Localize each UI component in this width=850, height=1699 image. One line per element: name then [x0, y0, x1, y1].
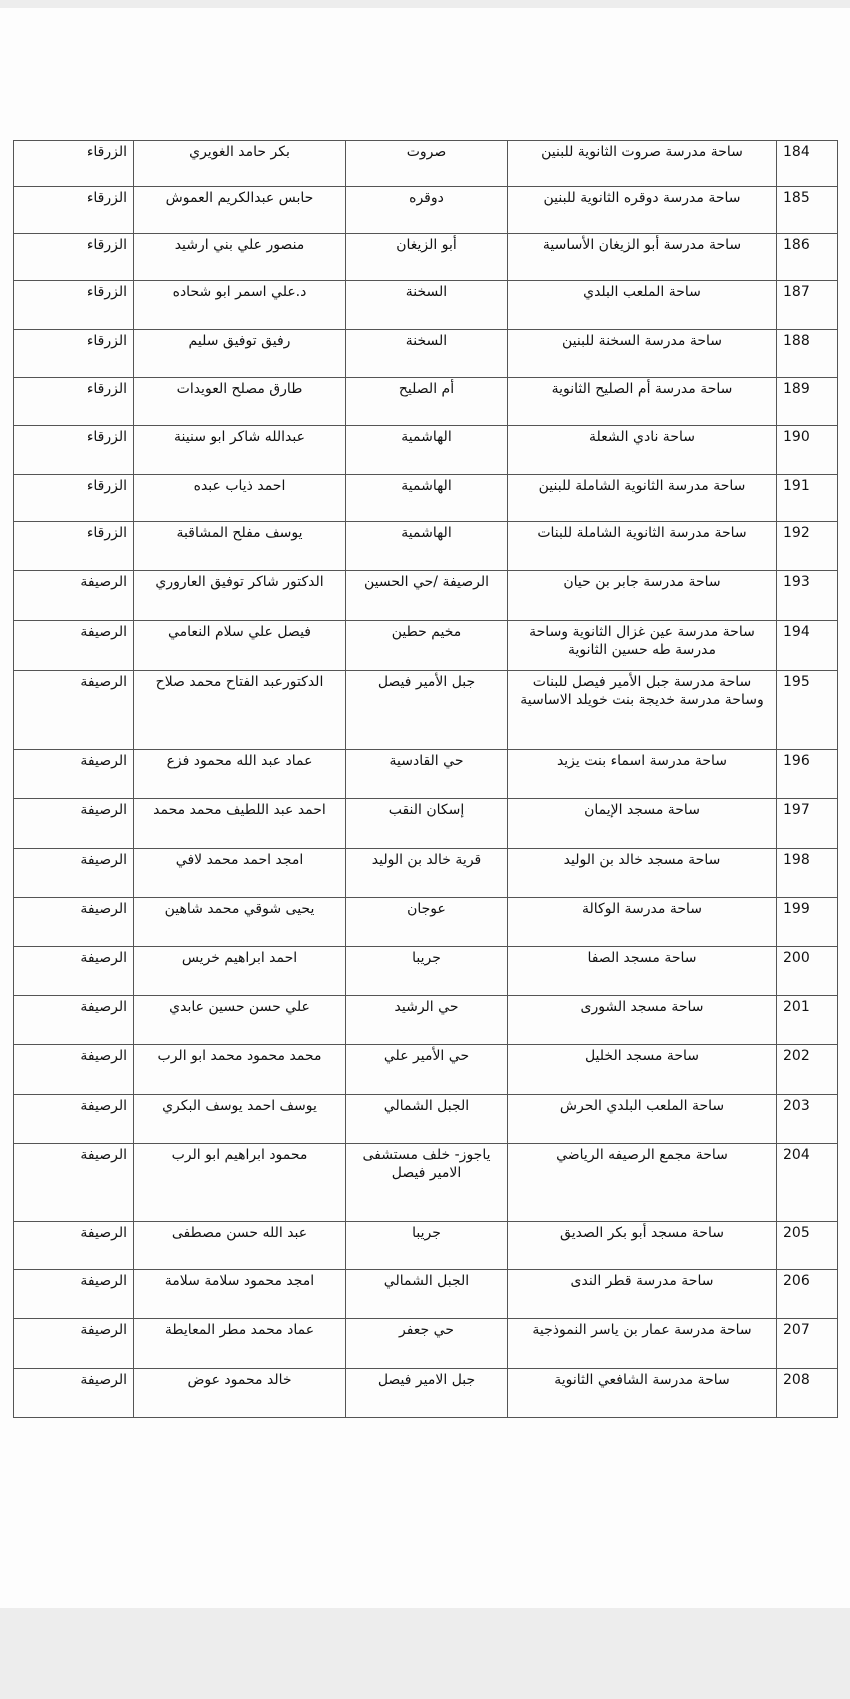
supervisor-name-cell: عبد الله حسن مصطفى [134, 1222, 346, 1270]
supervisor-name-cell: رفيق توفيق سليم [134, 330, 346, 378]
region-cell: الرصيفة [14, 1045, 134, 1095]
region-cell: الرصيفة [14, 1270, 134, 1319]
region-cell: الزرقاء [14, 475, 134, 522]
area-cell: الجبل الشمالي [346, 1270, 508, 1319]
row-number-cell: 186 [777, 234, 838, 281]
region-cell: الزرقاء [14, 426, 134, 475]
site-cell: ساحة مسجد أبو بكر الصديق [508, 1222, 777, 1270]
region-cell: الزرقاء [14, 141, 134, 187]
site-cell: ساحة نادي الشعلة [508, 426, 777, 475]
region-cell: الرصيفة [14, 898, 134, 947]
supervisor-name-cell: طارق مصلح العويدات [134, 378, 346, 426]
supervisor-name-cell: منصور علي بني ارشيد [134, 234, 346, 281]
region-cell: الرصيفة [14, 621, 134, 671]
region-cell: الزرقاء [14, 187, 134, 234]
table-row [14, 522, 838, 571]
supervisor-name-cell: محمود ابراهيم ابو الرب [134, 1144, 346, 1222]
site-cell: ساحة مدرسة صروت الثانوية للبنين [508, 141, 777, 187]
row-number-cell: 189 [777, 378, 838, 426]
site-cell: ساحة مدرسة جابر بن حيان [508, 571, 777, 621]
locations-table [13, 140, 838, 1418]
region-cell: الرصيفة [14, 799, 134, 849]
site-cell: ساحة مسجد الإيمان [508, 799, 777, 849]
area-cell: الجبل الشمالي [346, 1095, 508, 1144]
supervisor-name-cell: احمد ابراهيم خريس [134, 947, 346, 996]
area-cell: ياجوز- خلف مستشفى الامير فيصل [346, 1144, 508, 1222]
area-cell: عوجان [346, 898, 508, 947]
table-row [14, 621, 838, 671]
supervisor-name-cell: محمد محمود محمد ابو الرب [134, 1045, 346, 1095]
table-row [14, 1095, 838, 1144]
row-number-cell: 196 [777, 750, 838, 799]
table-row [14, 1144, 838, 1222]
area-cell: حي الرشيد [346, 996, 508, 1045]
table-row [14, 378, 838, 426]
site-cell: ساحة مدرسة عمار بن ياسر النموذجية [508, 1319, 777, 1369]
table-row [14, 799, 838, 849]
supervisor-name-cell: بكر حامد الغويري [134, 141, 346, 187]
area-cell: أبو الزيغان [346, 234, 508, 281]
area-cell: الرصيفة /حي الحسين [346, 571, 508, 621]
row-number-cell: 192 [777, 522, 838, 571]
site-cell: ساحة الملعب البلدي [508, 281, 777, 330]
area-cell: السخنة [346, 330, 508, 378]
supervisor-name-cell: خالد محمود عوض [134, 1369, 346, 1418]
region-cell: الرصيفة [14, 849, 134, 898]
site-cell: ساحة مدرسة الوكالة [508, 898, 777, 947]
table-row [14, 426, 838, 475]
row-number-cell: 199 [777, 898, 838, 947]
row-number-cell: 205 [777, 1222, 838, 1270]
region-cell: الزرقاء [14, 522, 134, 571]
row-number-cell: 185 [777, 187, 838, 234]
supervisor-name-cell: امجد محمود سلامة سلامة [134, 1270, 346, 1319]
area-cell: حي الأمير علي [346, 1045, 508, 1095]
row-number-cell: 198 [777, 849, 838, 898]
area-cell: الهاشمية [346, 475, 508, 522]
row-number-cell: 191 [777, 475, 838, 522]
site-cell: ساحة مسجد خالد بن الوليد [508, 849, 777, 898]
row-number-cell: 194 [777, 621, 838, 671]
region-cell: الزرقاء [14, 378, 134, 426]
site-cell: ساحة الملعب البلدي الحرش [508, 1095, 777, 1144]
area-cell: حي القادسية [346, 750, 508, 799]
area-cell: أم الصليح [346, 378, 508, 426]
table-row [14, 141, 838, 187]
supervisor-name-cell: فيصل علي سلام النعامي [134, 621, 346, 671]
area-cell: جريبا [346, 947, 508, 996]
site-cell: ساحة مدرسة أم الصليح الثانوية [508, 378, 777, 426]
row-number-cell: 195 [777, 671, 838, 750]
table-row [14, 475, 838, 522]
row-number-cell: 201 [777, 996, 838, 1045]
region-cell: الرصيفة [14, 671, 134, 750]
region-cell: الرصيفة [14, 996, 134, 1045]
site-cell: ساحة مدرسة الثانوية الشاملة للبنات [508, 522, 777, 571]
row-number-cell: 202 [777, 1045, 838, 1095]
supervisor-name-cell: حابس عبدالكريم العموش [134, 187, 346, 234]
table-row [14, 1369, 838, 1418]
area-cell: حي جعفر [346, 1319, 508, 1369]
row-number-cell: 208 [777, 1369, 838, 1418]
row-number-cell: 188 [777, 330, 838, 378]
area-cell: دوقره [346, 187, 508, 234]
table-row [14, 947, 838, 996]
area-cell: جبل الامير فيصل [346, 1369, 508, 1418]
table-row [14, 1319, 838, 1369]
supervisor-name-cell: عماد عبد الله محمود فزع [134, 750, 346, 799]
region-cell: الزرقاء [14, 281, 134, 330]
area-cell: مخيم حطين [346, 621, 508, 671]
table-row [14, 571, 838, 621]
table-row [14, 187, 838, 234]
area-cell: صروت [346, 141, 508, 187]
table-row [14, 330, 838, 378]
area-cell: جريبا [346, 1222, 508, 1270]
row-number-cell: 204 [777, 1144, 838, 1222]
row-number-cell: 190 [777, 426, 838, 475]
table-row [14, 234, 838, 281]
area-cell: السخنة [346, 281, 508, 330]
area-cell: جبل الأمير فيصل [346, 671, 508, 750]
site-cell: ساحة مدرسة عين غزال الثانوية وساحة مدرسة طه حسين الثانوية [508, 621, 777, 671]
table-row [14, 671, 838, 750]
table-row [14, 1045, 838, 1095]
row-number-cell: 187 [777, 281, 838, 330]
supervisor-name-cell: يوسف احمد يوسف البكري [134, 1095, 346, 1144]
site-cell: ساحة مدرسة قطر الندى [508, 1270, 777, 1319]
site-cell: ساحة مسجد الخليل [508, 1045, 777, 1095]
row-number-cell: 200 [777, 947, 838, 996]
supervisor-name-cell: يحيى شوقي محمد شاهين [134, 898, 346, 947]
site-cell: ساحة مسجد الشورى [508, 996, 777, 1045]
region-cell: الرصيفة [14, 571, 134, 621]
area-cell: قرية خالد بن الوليد [346, 849, 508, 898]
supervisor-name-cell: عماد محمد مطر المعايطة [134, 1319, 346, 1369]
table-row [14, 849, 838, 898]
site-cell: ساحة مجمع الرصيفه الرياضي [508, 1144, 777, 1222]
site-cell: ساحة مدرسة الشافعي الثانوية [508, 1369, 777, 1418]
row-number-cell: 184 [777, 141, 838, 187]
table-body [14, 141, 838, 1418]
site-cell: ساحة مسجد الصفا [508, 947, 777, 996]
site-cell: ساحة مدرسة دوقره الثانوية للبنين [508, 187, 777, 234]
region-cell: الرصيفة [14, 1369, 134, 1418]
site-cell: ساحة مدرسة اسماء بنت يزيد [508, 750, 777, 799]
row-number-cell: 206 [777, 1270, 838, 1319]
table-row [14, 996, 838, 1045]
supervisor-name-cell: الدكتورعبد الفتاح محمد صلاح [134, 671, 346, 750]
site-cell: ساحة مدرسة السخنة للبنين [508, 330, 777, 378]
table-row [14, 1270, 838, 1319]
region-cell: الرصيفة [14, 1319, 134, 1369]
site-cell: ساحة مدرسة الثانوية الشاملة للبنين [508, 475, 777, 522]
row-number-cell: 207 [777, 1319, 838, 1369]
table-row [14, 750, 838, 799]
area-cell: الهاشمية [346, 426, 508, 475]
table-row [14, 898, 838, 947]
table-row [14, 281, 838, 330]
area-cell: الهاشمية [346, 522, 508, 571]
supervisor-name-cell: د.علي اسمر ابو شحاده [134, 281, 346, 330]
table-row [14, 1222, 838, 1270]
supervisor-name-cell: علي حسن حسين عابدي [134, 996, 346, 1045]
region-cell: الرصيفة [14, 947, 134, 996]
area-cell: إسكان النقب [346, 799, 508, 849]
row-number-cell: 193 [777, 571, 838, 621]
region-cell: الرصيفة [14, 1144, 134, 1222]
site-cell: ساحة مدرسة جبل الأمير فيصل للبنات وساحة مدرسة خديجة بنت خويلد الاساسية [508, 671, 777, 750]
region-cell: الزرقاء [14, 234, 134, 281]
region-cell: الرصيفة [14, 1222, 134, 1270]
row-number-cell: 197 [777, 799, 838, 849]
region-cell: الرصيفة [14, 750, 134, 799]
region-cell: الزرقاء [14, 330, 134, 378]
supervisor-name-cell: احمد عبد اللطيف محمد محمد [134, 799, 346, 849]
supervisor-name-cell: امجد احمد محمد لافي [134, 849, 346, 898]
supervisor-name-cell: عبدالله شاكر ابو سنينة [134, 426, 346, 475]
supervisor-name-cell: الدكتور شاكر توفيق العاروري [134, 571, 346, 621]
supervisor-name-cell: يوسف مفلح المشاقبة [134, 522, 346, 571]
site-cell: ساحة مدرسة أبو الزيغان الأساسية [508, 234, 777, 281]
region-cell: الرصيفة [14, 1095, 134, 1144]
supervisor-name-cell: احمد ذياب عبده [134, 475, 346, 522]
row-number-cell: 203 [777, 1095, 838, 1144]
